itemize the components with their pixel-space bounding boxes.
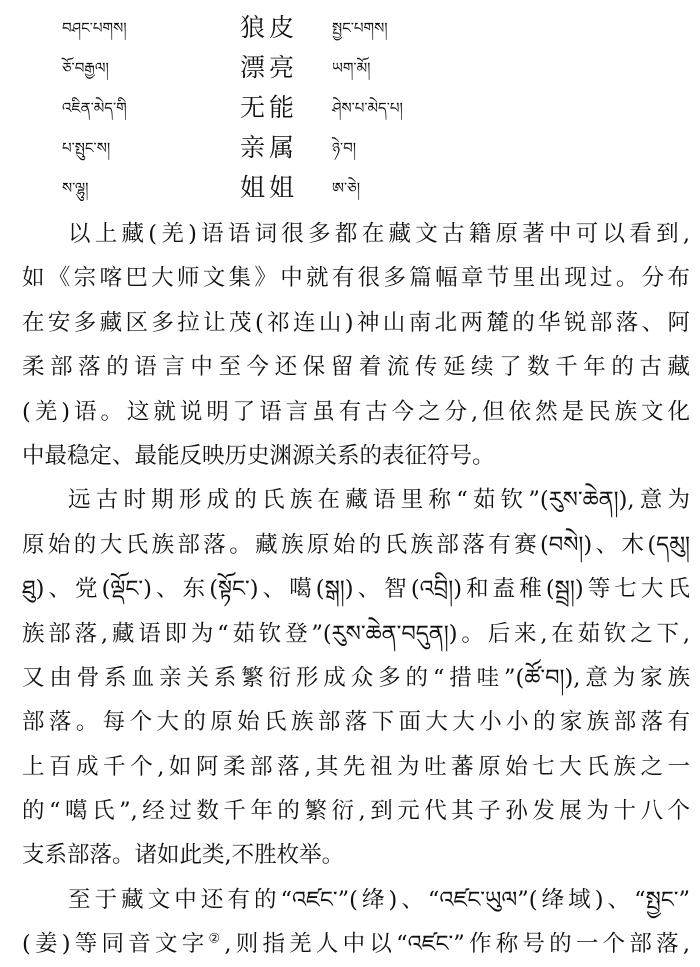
text-line: 在安多藏区多拉让茂(祁连山)神山南北两麓的华锐部落、阿 [22, 309, 690, 336]
tibetan-equivalent: ཨ་ཅེ། [332, 179, 361, 197]
tibetan-term: འཇིན་མེད་གི [62, 99, 127, 117]
tibetan-equivalent: ཤེས་པ་མེད་པ། [332, 99, 403, 117]
text-line: 族部落,藏语即为“茹钦登”(རུས་ཆེན་བདུན།)。后来,在茹钦之下, [22, 620, 690, 647]
text-line: 如《宗喀巴大师文集》中就有很多篇幅章节里出现过。分布 [22, 265, 690, 292]
text-line: 至于藏文中还有的“འཛང་”(绛)、“འཛང་ཡུལ”(绛域)、“སྤྱང་” [68, 886, 690, 913]
tibetan-equivalent: ཉེ་བ། [332, 139, 357, 157]
chinese-term: 漂亮 [240, 53, 299, 82]
tibetan-term: ཅོ་བརྒྱལ། [62, 59, 109, 77]
chinese-term: 亲属 [240, 133, 299, 162]
text-line: 以上藏(羌)语语词很多都在藏文古籍原著中可以看到, [68, 221, 690, 247]
footnote-marker[interactable]: ② [208, 931, 225, 947]
chinese-term: 姐姐 [240, 173, 299, 202]
chinese-term: 狼皮 [240, 13, 299, 42]
text-line: 原始的大氏族部落。藏族原始的氏族部落有赛(བསེ།)、木(དམུ། [22, 531, 690, 558]
text-line: 部落。每个大的原始氏族部落下面大大小小的家族部落有 [22, 709, 690, 736]
vocab-row [0, 8, 700, 48]
text-line: (羌)语。这就说明了语言虽有古今之分,但依然是民族文化 [22, 398, 690, 425]
vocab-row [0, 88, 700, 128]
tibetan-term: བཤང་པགས། [62, 19, 127, 37]
text-line: 又由骨系血亲关系繁衍形成众多的“措哇”(ཚོ་བ།),意为家族 [22, 664, 690, 691]
text-line: 柔部落的语言中至今还保留着流传延续了数千年的古藏 [22, 354, 690, 381]
text-line: ཐུ)、党(ལྡོང་)、东(སྟོང་)、噶(སྒ།)、智(འབྲི།)和盍稚(སྦྲ།)等七大氏 [22, 576, 690, 603]
vocab-row [0, 168, 700, 208]
text-line: 支系部落。诸如此类,不胜枚举。 [22, 842, 345, 869]
tibetan-term: པ་སྤུང་ས། [62, 139, 111, 157]
tibetan-equivalent: ཡག་མོ། [332, 59, 371, 77]
text-line: 的“噶氏”,经过数千年的繁衍,到元代其子孙发展为十八个 [22, 798, 690, 825]
text-line: 远古时期形成的氏族在藏语里称“茹钦”(རུས་ཆེན།),意为 [68, 487, 690, 514]
text-line: (姜)等同音文字②,则指羌人中以“འཛང་”作称号的一个部落, [22, 931, 690, 958]
tibetan-term: ས་ལྷུ། [62, 179, 89, 197]
body-text [22, 212, 690, 967]
vocab-row [0, 48, 700, 88]
vocab-row [0, 128, 700, 168]
text-line: 上百成千个,如阿柔部落,其先祖为吐蕃原始七大氏族之一 [22, 753, 690, 780]
tibetan-equivalent: སྤྱང་པགས། [332, 19, 388, 37]
chinese-term: 无能 [240, 93, 299, 122]
text-line: 中最稳定、最能反映历史渊源关系的表征符号。 [22, 442, 495, 469]
